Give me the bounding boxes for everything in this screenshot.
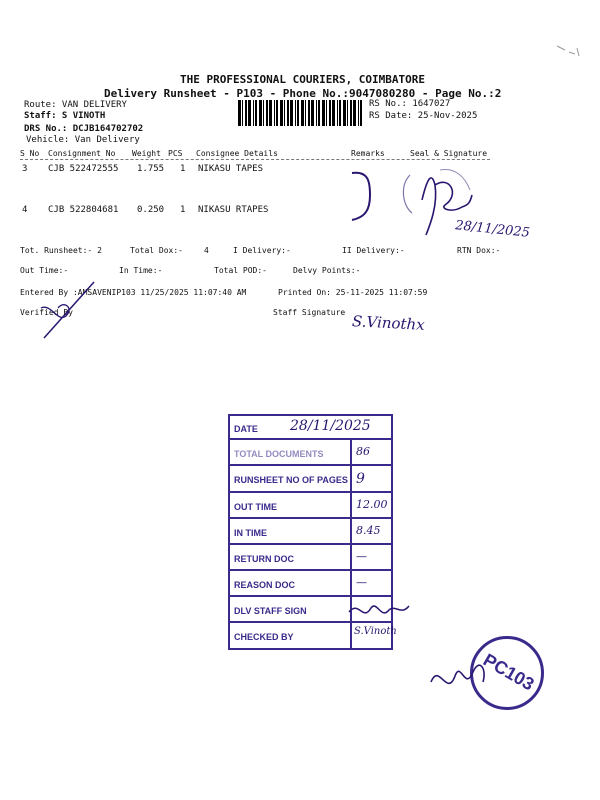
row-4-consignee: NIKASU RTAPES — [198, 205, 269, 215]
barcode-bar — [326, 100, 327, 126]
out-time-label: Out Time:- — [20, 266, 69, 275]
barcode-bar — [353, 100, 356, 126]
barcode-bar — [322, 100, 325, 126]
barcode-bar — [343, 100, 346, 126]
barcode-bar — [318, 100, 320, 126]
barcode-bar — [295, 100, 296, 126]
stamp-date-label: DATE — [234, 424, 258, 434]
barcode-bar — [350, 100, 352, 126]
route-label: Route: VAN DELIVERY — [24, 100, 127, 110]
barcode-bar — [245, 100, 247, 126]
barcode-bar — [301, 100, 304, 126]
verified-by-label: Verified By — [20, 308, 73, 317]
total-pod-label: Total POD:- — [214, 266, 267, 275]
barcode-bar — [308, 100, 310, 126]
barcode-bar — [329, 100, 331, 126]
stamp-row-value: — — [356, 576, 367, 589]
stamp-row-label: OUT TIME — [234, 502, 277, 512]
dlv-staff-sign-scribble — [345, 596, 415, 626]
stamp-row-label: TOTAL DOCUMENTS — [234, 449, 324, 459]
stamp-row — [230, 623, 397, 650]
stamp-row-value: 8.45 — [356, 524, 381, 537]
col-header-consignee: Consignee Details — [196, 149, 278, 158]
row-3-pcs: 1 — [180, 164, 186, 174]
barcode-bar — [263, 100, 264, 126]
stamp-row-value: 86 — [356, 445, 370, 458]
row-3-consignee: NIKASU TAPES — [198, 164, 264, 174]
barcode-bar — [259, 100, 262, 126]
barcode-bar — [360, 100, 362, 126]
rs-date: RS Date: 25-Nov-2025 — [369, 111, 478, 121]
barcode-bar — [358, 100, 359, 126]
drs-number: DRS No.: DCJB164702702 — [24, 124, 144, 134]
stamp-row — [230, 519, 393, 545]
col-header-sno: S No — [20, 149, 40, 158]
barcode-bar — [311, 100, 314, 126]
col-header-remarks: Remarks — [351, 149, 385, 158]
barcode-bar — [337, 100, 338, 126]
row-4-sno: 4 — [22, 205, 28, 215]
barcode-bar — [269, 100, 272, 126]
stamp-date-value: 28/11/2025 — [290, 418, 371, 434]
corner-mark — [555, 40, 585, 60]
stamp-row — [230, 493, 393, 519]
company-title: THE PROFESSIONAL COURIERS, COIMBATORE — [180, 73, 426, 86]
delivery-date-handwriting: 28/11/2025 — [454, 218, 531, 241]
rs-number: RS No.: 1647027 — [369, 99, 451, 109]
stamp-row — [230, 571, 393, 597]
barcode-bar — [253, 100, 254, 126]
staff-label: Staff: S VINOTH — [24, 111, 106, 121]
rtn-dox-label: RTN Dox:- — [457, 246, 501, 255]
stamp-row-label: REASON DOC — [234, 580, 296, 590]
stamp-row-value: 9 — [356, 471, 365, 487]
col-header-pcs: PCS — [168, 149, 183, 158]
stamp-row-label: CHECKED BY — [234, 632, 294, 642]
total-dox-label: Total Dox:- — [130, 246, 183, 255]
stamp-row-label: RUNSHEET NO OF PAGES — [234, 475, 348, 485]
total-runsheet: Tot. Runsheet:- 2 — [20, 246, 102, 255]
barcode-bar — [287, 100, 289, 126]
in-time-label: In Time:- — [119, 266, 163, 275]
barcode-bar — [238, 100, 241, 126]
barcode-bar — [266, 100, 268, 126]
stamp-row — [230, 440, 393, 466]
entered-by: Entered By :AMSAVENIP103 11/25/2025 11:07:40 AM — [20, 288, 247, 297]
vehicle-label: Vehicle: Van Delivery — [26, 135, 140, 145]
verified-by-scribble — [36, 278, 106, 343]
stamp-row-label: IN TIME — [234, 528, 267, 538]
barcode-bar — [347, 100, 348, 126]
stamp-date-row — [230, 416, 393, 440]
row-4-pcs: 1 — [180, 205, 186, 215]
i-delivery-label: I Delivery:- — [233, 246, 291, 255]
total-dox-value: 4 — [204, 246, 209, 255]
stamp-row-label: RETURN DOC — [234, 554, 294, 564]
delvy-points-label: Delvy Points:- — [293, 266, 361, 275]
barcode-bar — [276, 100, 278, 126]
barcode-bar — [316, 100, 317, 126]
barcode-bar — [242, 100, 243, 126]
row-3-weight: 1.755 — [137, 164, 165, 174]
staff-signature-label: Staff Signature — [273, 308, 346, 317]
stamp-row-value: S.Vinoth — [354, 626, 397, 637]
row-3-sno: 3 — [22, 164, 28, 174]
row-4-weight: 0.250 — [137, 205, 165, 215]
barcode-bar — [290, 100, 293, 126]
printed-on: Printed On: 25-11-2025 11:07:59 — [278, 288, 428, 297]
stamp-row-value: — — [356, 550, 367, 563]
barcode-bar — [305, 100, 306, 126]
col-header-weight: Weight — [132, 149, 161, 158]
barcode-bar — [284, 100, 285, 126]
barcode-bar — [248, 100, 251, 126]
drs-barcode — [238, 100, 364, 130]
col-header-consignment: Consignment No — [48, 149, 116, 158]
seal-signature-scribble — [425, 642, 505, 702]
runsheet-subtitle: Delivery Runsheet - P103 - Phone No.:9047080280 - Page No.:2 — [104, 87, 502, 100]
stamp-row-label: DLV STAFF SIGN — [234, 606, 307, 616]
staff-signature-handwriting: S.Vinothx — [351, 312, 426, 334]
stamp-row — [230, 545, 393, 571]
barcode-bar — [297, 100, 299, 126]
seal-text: PC103 — [479, 649, 538, 695]
barcode-bar — [255, 100, 257, 126]
stamp-row-value: 12.00 — [356, 498, 388, 511]
barcode-bar — [280, 100, 283, 126]
barcode-bar — [339, 100, 341, 126]
ii-delivery-label: II Delivery:- — [342, 246, 405, 255]
row-4-consignment: CJB 522804681 — [48, 205, 119, 215]
col-header-seal: Seal & Signature — [410, 149, 488, 158]
barcode-bar — [274, 100, 275, 126]
header-divider — [20, 159, 490, 160]
row-3-consignment: CJB 522472555 — [48, 164, 119, 174]
stamp-row — [230, 466, 393, 493]
barcode-bar — [332, 100, 335, 126]
